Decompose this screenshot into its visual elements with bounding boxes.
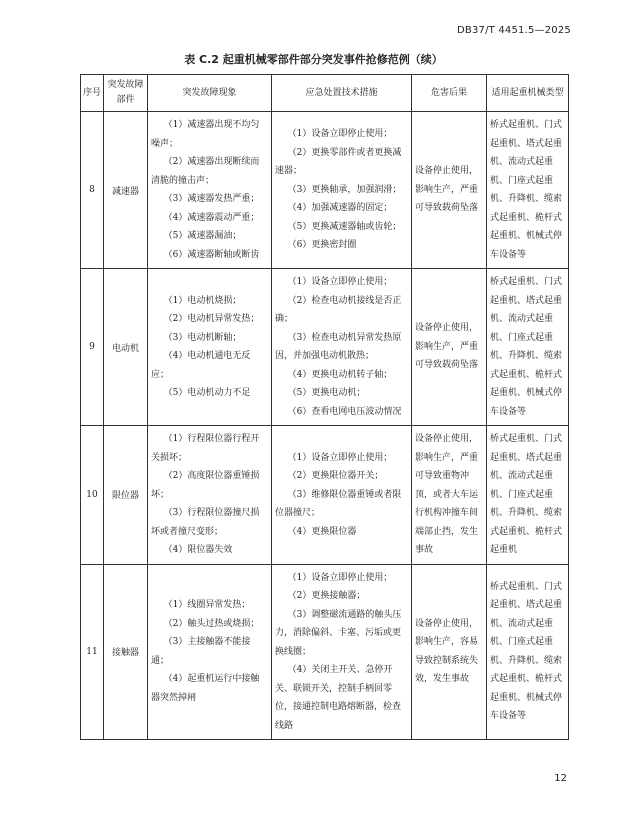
measure-item: （3）更换轴承，加强润滑； <box>287 184 402 195</box>
row-harm <box>412 426 487 565</box>
symptom-item: （5）减速器漏油； <box>163 231 242 241</box>
document-code: DB37/T 4451.5—2025 <box>457 25 571 36</box>
row-symptoms <box>148 269 272 426</box>
measure-item: （2）更换限位器开关； <box>287 471 384 481</box>
table-row <box>81 564 569 740</box>
symptom-item: （1）电动机烧损； <box>163 295 242 306</box>
repair-example-table <box>80 74 569 740</box>
header-harm: 危害后果 <box>412 75 487 112</box>
page-number: 12 <box>554 773 567 784</box>
symptom-item: （3）行程限位器撞尺损坏或者撞尺变形； <box>151 508 260 537</box>
row-types <box>487 426 569 565</box>
types-text: 桥式起重机、门式起重机、塔式起重机、流动式起重机、门座式起重机、升降机、缆索式起重机、桅杆式起重机、机械式停车设备等 <box>490 581 563 722</box>
symptom-item: （2）电动机异常发热； <box>163 314 260 324</box>
harm-text: 设备停止使用，影响生产，严重可导致重物冲顶，或者大车运行机构冲撞车间端部止挡，发生事故 <box>415 434 479 555</box>
row-measures <box>272 564 412 740</box>
measure-item: （1）设备立即停止使用； <box>287 452 393 463</box>
symptom-item: （4）减速器震动严重； <box>163 212 260 223</box>
row-types <box>487 112 569 269</box>
table-row <box>81 112 569 269</box>
row-measures <box>272 426 412 565</box>
table-row <box>81 426 569 565</box>
measure-item: （4）更换限位器 <box>287 526 357 537</box>
symptom-item: （3）电动机断轴； <box>163 332 242 343</box>
harm-text: 设备停止使用，影响生产，容易导致控制系统失效，发生事故 <box>415 618 479 685</box>
measure-item: （1）设备立即停止使用； <box>287 277 393 287</box>
measure-item: （4）关闭主开关、急停开关、联锁开关，控制手柄回零位，接通控制电路熔断器，检查线路 <box>275 665 402 731</box>
symptom-item: （1）线圈异常发热； <box>163 600 251 611</box>
measure-item: （6）查看电网电压波动情况 <box>287 406 402 417</box>
row-number: 9 <box>81 269 104 426</box>
row-part: 电动机 <box>104 269 148 426</box>
row-harm <box>412 564 487 740</box>
types-text: 桥式起重机、门式起重机、塔式起重机、流动式起重机、门座式起重机、升降机、缆索式起重机、桅杆式起重机、机械式停车设备等 <box>490 277 563 417</box>
symptom-item: （6）减速器断轴或断齿 <box>163 249 260 260</box>
row-harm <box>412 269 487 426</box>
measure-item: （3）维修限位器重锤或者限位器撞尺； <box>275 489 402 518</box>
row-measures <box>272 269 412 426</box>
measure-item: （3）检查电动机异常发热原因，并加强电动机散热； <box>275 332 402 361</box>
symptom-item: （3）减速器发热严重； <box>163 194 260 204</box>
row-number: 8 <box>81 112 104 269</box>
header-symptoms: 突发故障现象 <box>148 75 272 112</box>
measure-item: （5）更换减速器轴或齿轮； <box>287 221 402 232</box>
measure-item: （4）更换电动机转子轴； <box>287 369 393 380</box>
table-caption: 表 C.2 起重机械零部件部分突发事件抢修范例（续） <box>184 53 443 66</box>
row-number: 10 <box>81 426 104 565</box>
symptom-item: （4）限位器失效 <box>163 545 233 555</box>
symptom-item: （3）主接触器不能接通； <box>151 637 251 666</box>
measure-item: （2）检查电动机接线是否正确； <box>275 295 402 324</box>
symptom-item: （1）减速器出现不均匀噪声； <box>151 120 260 149</box>
row-number: 11 <box>81 564 104 740</box>
row-symptoms <box>148 426 272 565</box>
table-header-row <box>81 75 569 112</box>
symptom-item: （4）起重机运行中接触器突然掉闸 <box>151 674 260 703</box>
header-measures: 应急处置技术措施 <box>272 75 412 112</box>
symptom-item: （2）高度限位器重锤损坏； <box>151 471 260 500</box>
measure-item: （2）更换零部件或者更换减速器； <box>275 147 402 177</box>
row-part: 接触器 <box>104 564 148 740</box>
types-text: 桥式起重机、门式起重机、塔式起重机、流动式起重机、门座式起重机、升降机、缆索式起重机、桅杆式起重机 <box>490 434 563 555</box>
symptom-item: （4）电动机通电无反应； <box>151 351 251 380</box>
row-part: 限位器 <box>104 426 148 565</box>
types-text: 桥式起重机、门式起重机、塔式起重机、流动式起重机、门座式起重机、升降机、缆索式起重机、桅杆式起重机、机械式停车设备等 <box>490 120 563 260</box>
row-harm <box>412 112 487 269</box>
measure-item: （6）更换密封圈 <box>287 240 357 251</box>
header-types: 适用起重机械类型 <box>487 75 569 112</box>
harm-text: 设备停止使用，影响生产，严重可导致载荷坠落 <box>415 323 479 371</box>
row-part: 减速器 <box>104 112 148 269</box>
measure-item: （1）设备立即停止使用； <box>287 572 393 583</box>
header-no: 序号 <box>81 75 104 112</box>
measure-item: （3）调整磁流通路的触头压力，消除偏斜、卡塞、污垢或更换线圈； <box>275 609 402 657</box>
symptom-item: （5）电动机动力不足 <box>163 388 251 398</box>
symptom-item: （2）触头过热或烧损； <box>163 618 260 629</box>
table-row <box>81 269 569 426</box>
measure-item: （1）设备立即停止使用； <box>287 129 393 140</box>
measure-item: （5）更换电动机； <box>287 388 366 398</box>
row-measures <box>272 112 412 269</box>
header-part: 突发故障部件 <box>104 75 148 112</box>
row-symptoms <box>148 112 272 269</box>
row-symptoms <box>148 564 272 740</box>
measure-item: （2）更换接触器； <box>287 591 366 601</box>
measure-item: （4）加强减速器的固定； <box>287 203 393 214</box>
harm-text: 设备停止使用，影响生产，严重可导致载荷坠落 <box>415 166 479 214</box>
row-types <box>487 564 569 740</box>
symptom-item: （1）行程限位器行程开关损坏； <box>151 434 260 463</box>
row-types <box>487 269 569 426</box>
symptom-item: （2）减速器出现断续而清脆的撞击声； <box>151 157 260 186</box>
